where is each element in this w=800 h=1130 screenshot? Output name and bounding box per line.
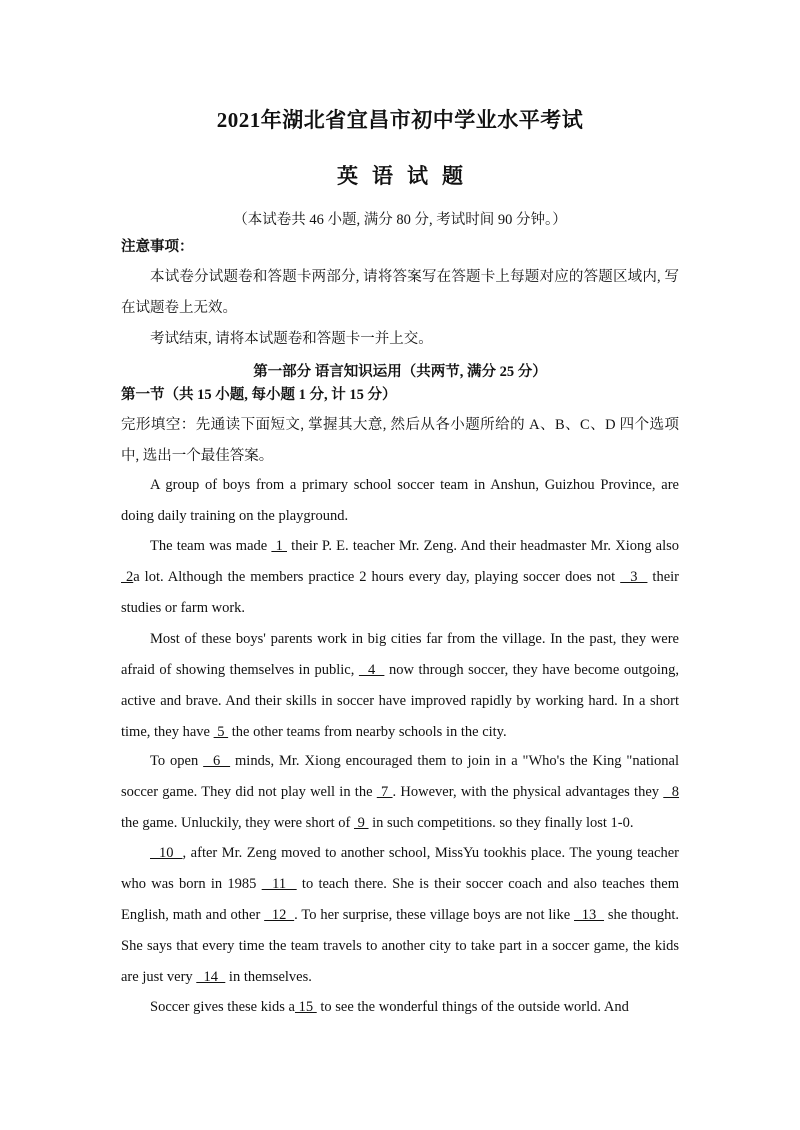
notice-item-2: 考试结束, 请将本试题卷和答题卡一并上交。 <box>150 331 433 347</box>
paragraph-text: to see the wonderful things of the outside world. And <box>316 999 629 1015</box>
blank-4: 4 <box>358 662 385 678</box>
paragraph-text: the game. Unluckily, they were short of <box>121 815 355 831</box>
blank-10: 10 <box>150 845 183 861</box>
notice-heading: 注意事项： <box>121 239 194 255</box>
paragraph-text: The team was made <box>150 538 272 554</box>
blank-5: 5 <box>213 724 229 740</box>
blank-9: 9 <box>354 815 369 831</box>
blank-8: 8 <box>663 784 680 800</box>
blank-14: 14 <box>196 969 226 985</box>
section1-heading: 第一节（共 15 小题, 每小题 1 分, 计 15 分） <box>121 387 397 403</box>
passage-paragraph-5 <box>121 838 679 993</box>
blank-13: 13 <box>574 907 605 923</box>
paragraph-text: in such competitions. so they finally lost 1-0. <box>368 815 634 831</box>
paragraph-text: the other teams from nearby schools in the city. <box>228 724 507 740</box>
paragraph-text: to teach there. She is their soccer coach and also teaches them English, math and other <box>121 876 680 923</box>
part1-heading: 第一部分 语言知识运用（共两节, 满分 25 分） <box>253 364 547 380</box>
blank-15: 15 <box>294 999 317 1015</box>
exam-info: （本试卷共 46 小题, 满分 80 分, 考试时间 90 分钟。） <box>233 212 567 228</box>
paragraph-text: Most of these boys' parents work in big cities far from the village. In the past, they were afraid of showing themselves in public, <box>121 631 679 678</box>
blank-12: 12 <box>264 907 295 923</box>
paragraph-text: their studies or farm work. <box>121 569 680 616</box>
exam-title: 2021年湖北省宜昌市初中学业水平考试 <box>216 108 584 132</box>
blank-11: 11 <box>261 876 297 892</box>
passage-paragraph-6 <box>121 992 679 1023</box>
blank-7: 7 <box>376 784 393 800</box>
paragraph-text: minds, Mr. Xiong encouraged them to join in a "Who's the King "national soccer game. They did not play well in the <box>121 753 680 800</box>
passage-paragraph-4 <box>121 746 679 839</box>
paragraph-text: their P. E. teacher Mr. Zeng. And their headmaster Mr. Xiong also <box>287 538 680 554</box>
paragraph-text: , after Mr. Zeng moved to another school, MissYu tookhis place. The young teacher who was born in 1985 <box>121 845 680 892</box>
passage-paragraph-1: A group of boys from a primary school soccer team in Anshun, Guizhou Province, are doing daily training on the playground. <box>121 477 679 524</box>
passage-paragraph-2 <box>121 531 679 624</box>
blank-2: 2 <box>121 569 134 585</box>
paragraph-text: in themselves. <box>225 969 312 985</box>
paragraph-text: . To her surprise, these village boys are not like <box>294 907 575 923</box>
paragraph-text: now through soccer, they have become outgoing, active and brave. And their skills in soccer have improved rapidly by working hard. In a short time, they have <box>121 662 680 740</box>
paragraph-text: . However, with the physical advantages they <box>392 784 664 800</box>
paragraph-text: Soccer gives these kids a <box>150 999 295 1015</box>
blank-3: 3 <box>620 569 648 585</box>
notice-item-1: 本试卷分试题卷和答题卡两部分, 请将答案写在答题卡上每题对应的答题区域内, 写在试题卷上无效。 <box>121 269 679 316</box>
cloze-instructions: 完形填空：先通读下面短文, 掌握其大意, 然后从各小题所给的 A、B、C、D 四个选项中, 选出一个最佳答案。 <box>121 417 679 464</box>
subject-title: 英语试题 <box>337 164 477 188</box>
passage-paragraph-3 <box>121 624 679 748</box>
paragraph-text: she thought. She says that every time the team travels to another city to take part in a soccer game, the kids are just very <box>121 907 680 985</box>
blank-1: 1 <box>271 538 287 554</box>
paragraph-text: To open <box>150 753 204 769</box>
paragraph-text: a lot. Although the members practice 2 hours every day, playing soccer does not <box>133 569 621 585</box>
blank-6: 6 <box>203 753 231 769</box>
